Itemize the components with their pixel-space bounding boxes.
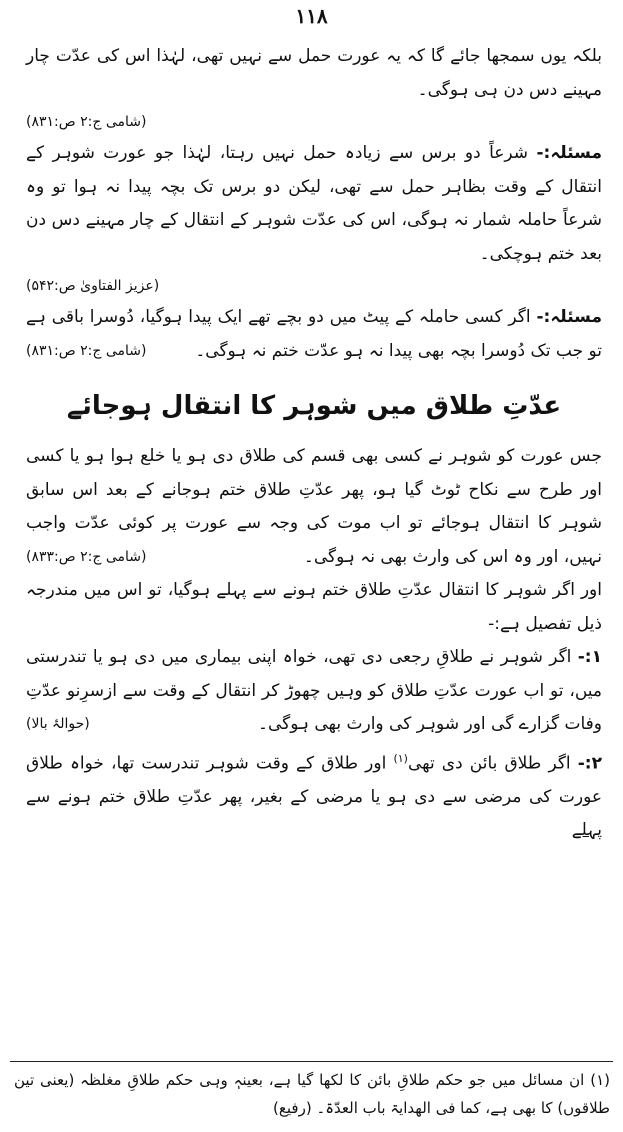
- paragraph-5: [26, 574, 602, 641]
- paragraph-5-text: اور اگر شوہر کا انتقال عدّتِ طلاق ختم ہونے سے پہلے ہوگیا، تو اس میں مندرجہ ذیل تفصیل ہے:-: [26, 580, 602, 634]
- paragraph-4: [26, 440, 602, 574]
- paragraph-1-text: بلکہ یوں سمجھا جائے گا کہ یہ عورت حمل سے نہیں تھی، لہٰذا اس کی عدّت چار مہینے دس دن ہی ہوگی۔: [26, 46, 602, 100]
- footnote-text: (۱) ان مسائل میں جو حکم طلاقِ بائن کا لکھا گیا ہے، بعینہٖ وہی حکم طلاقِ مغلظہ (یعنی تین طلاقوں) کا بھی ہے، کما فی الھدایۃ باب العدّۃ۔ (رفیع): [14, 1071, 610, 1117]
- reference-shami-831-a: (شامی ج:۲ ص:۸۳۱): [26, 114, 147, 130]
- clause-2-text-a: اگر طلاق بائن دی تھی: [407, 753, 571, 774]
- masala-label: مسئلہ:-: [536, 143, 602, 163]
- reference-same-as-above: (حوالۂ بالا): [26, 716, 90, 732]
- section-heading: عدّتِ طلاق میں شوہر کا انتقال ہوجائے: [66, 391, 562, 421]
- reference-shami-833: (شامی ج:۲ ص:۸۳۳): [26, 548, 147, 565]
- clause-1-text: اگر شوہر نے طلاقِ رجعی دی تھی، خواہ اپنی بیماری میں دی ہو یا تندرستی میں، تو اب عورت عدّتِ طلاق کو وہیں چھوڑ کر انتقال کے وقت سے ازسرِنو عدّتِ وفات گزارے گی اور شوہر کی وارث بھی ہوگی۔: [26, 647, 602, 734]
- clause-2-label: ۲:-: [577, 753, 602, 774]
- masala-label: مسئلہ:-: [536, 307, 602, 327]
- masala-2-text: شرعاً دو برس سے زیادہ حمل نہیں رہتا، لہٰذا جو عورت شوہر کے انتقال کے وقت بظاہر حمل سے تھی، لیکن دو برس تک بچہ پیدا نہ ہوا تو وہ شرعاً حاملہ شمار نہ ہوگی، اس کی عدّت شوہر کے انتقال کے چار مہینے دس دن بعد ختم ہوچکی۔: [26, 143, 602, 264]
- masala-3-text: اگر کسی حاملہ کے پیٹ میں دو بچے تھے ایک پیدا ہوگیا، دُوسرا باقی ہے تو جب تک دُوسرا بچہ بھی پیدا نہ ہو عدّت ختم نہ ہوگی۔: [26, 307, 602, 361]
- catchword: پہلے: [571, 820, 602, 841]
- footnote-divider: [10, 1061, 613, 1062]
- masala-3: [26, 301, 602, 368]
- reference-aziz-fatawa: (عزیز الفتاویٰ ص:۵۴۲): [26, 278, 160, 294]
- clause-2: [26, 742, 602, 848]
- masala-2: [26, 137, 602, 271]
- clause-2-text-b: اور طلاق کے وقت شوہر تندرست تھا، خواہ طلاق عورت کی مرضی سے دی ہو یا مرضی کے بغیر، پھر عدّتِ طلاق ختم ہونے سے: [26, 753, 602, 807]
- paragraph-1: [26, 40, 602, 107]
- page-number: ۱۱۸: [295, 4, 328, 28]
- clause-1-label: ۱:-: [577, 647, 602, 667]
- page-body: [26, 40, 602, 848]
- clause-1: [26, 641, 602, 742]
- paragraph-4-text: جس عورت کو شوہر نے کسی بھی قسم کی طلاق دی ہو یا خلع ہوا ہو یا کسی اور طرح سے نکاح ٹوٹ گیا ہو، پھر عدّتِ طلاق ختم ہوجانے کے بعد اس سابق شوہر کا انتقال ہوجائے تو اب موت کی وجہ سے عورت پر کوئی عدّت واجب نہیں، اور وہ اس کی وارث بھی نہ ہوگی۔: [26, 446, 602, 567]
- footnote: [14, 1066, 610, 1122]
- reference-shami-831-b: (شامی ج:۲ ص:۸۳۱): [26, 342, 147, 359]
- footnote-marker: (۱): [393, 751, 408, 765]
